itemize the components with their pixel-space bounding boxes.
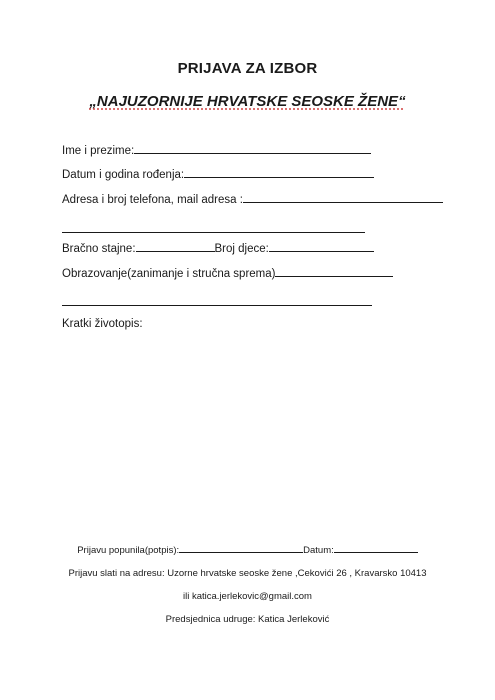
marital-children-field bbox=[62, 243, 374, 255]
signature-blank[interactable] bbox=[179, 551, 303, 553]
signature-date-line bbox=[0, 545, 495, 556]
document-title: PRIJAVA ZA IZBOR bbox=[177, 60, 318, 77]
email-text: ili katica.jerlekovic@gmail.com bbox=[183, 591, 312, 602]
bio-field bbox=[62, 318, 143, 330]
birth-field bbox=[62, 169, 374, 181]
name-blank[interactable] bbox=[134, 152, 371, 154]
education-blank[interactable] bbox=[275, 275, 393, 277]
address-label: Adresa i broj telefona, mail adresa : bbox=[62, 194, 243, 206]
date-label: Datum: bbox=[303, 545, 334, 556]
president-text: Predsjednica udruge: Katica Jerleković bbox=[165, 614, 330, 625]
marital-label: Bračno stajne: bbox=[62, 243, 136, 255]
date-blank[interactable] bbox=[334, 551, 418, 553]
address-blank[interactable] bbox=[243, 201, 443, 203]
children-label: Broj djece: bbox=[214, 243, 269, 255]
send-to-text: Prijavu slati na adresu: Uzorne hrvatske seoske žene ,Cekovići 26 , Kravarsko 10413 bbox=[68, 568, 427, 579]
children-blank[interactable] bbox=[269, 250, 374, 252]
marital-blank[interactable] bbox=[136, 250, 215, 252]
bio-label: Kratki životopis: bbox=[62, 318, 143, 330]
education-field bbox=[62, 268, 393, 280]
name-label: Ime i prezime: bbox=[62, 145, 135, 157]
education-label: Obrazovanje(zanimanje i stručna sprema) bbox=[62, 268, 276, 280]
name-field bbox=[62, 145, 371, 157]
document-subtitle: „NAJUZORNIJE HRVATSKE SEOSKE ŽENE“ bbox=[89, 93, 406, 110]
address-field bbox=[62, 194, 443, 206]
birth-blank[interactable] bbox=[184, 176, 374, 178]
birth-label: Datum i godina rođenja: bbox=[62, 169, 185, 181]
address-blank-2[interactable] bbox=[62, 231, 365, 233]
filled-by-label: Prijavu popunila(potpis): bbox=[77, 545, 180, 556]
education-blank-2[interactable] bbox=[62, 304, 372, 306]
